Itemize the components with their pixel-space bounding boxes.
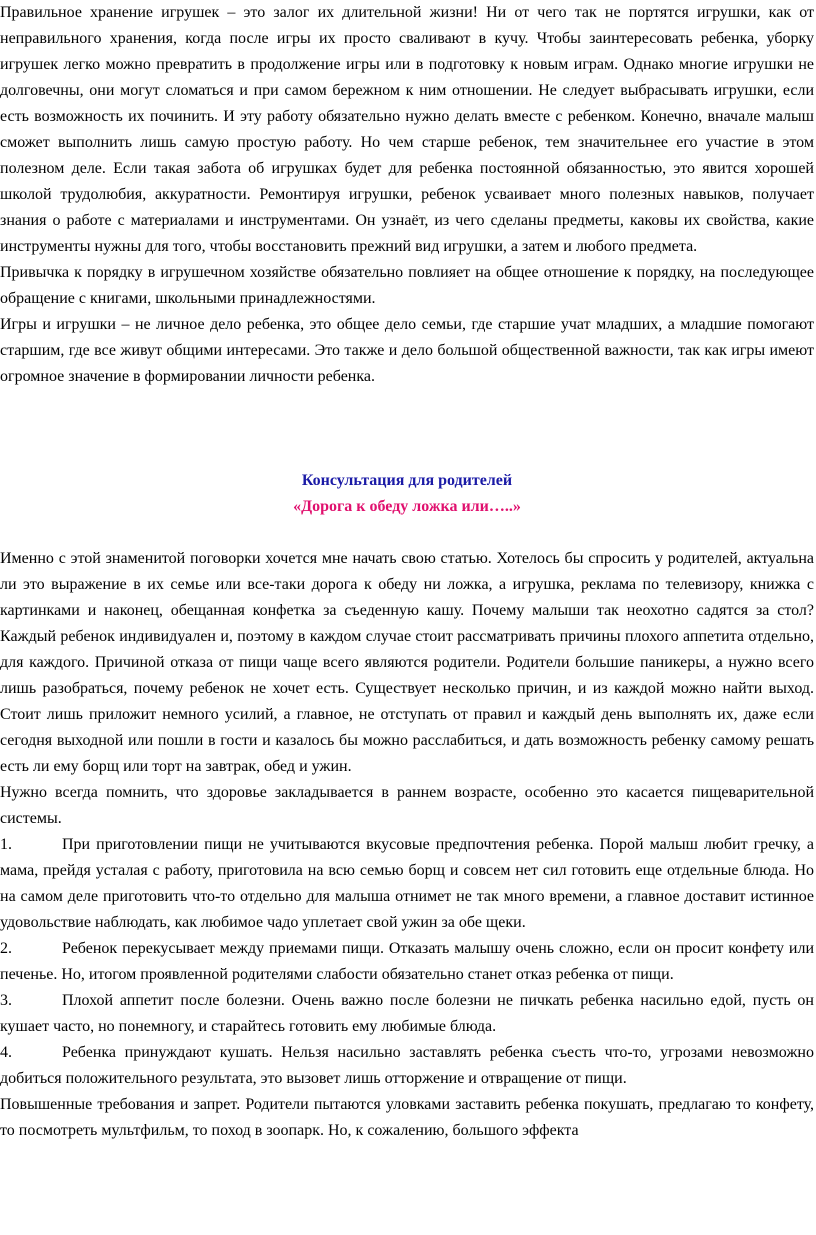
- consultation-subtitle: «Дорога к обеду ложка или…..»: [293, 498, 521, 515]
- section-gap: [0, 390, 814, 468]
- list-item-text: Ребенок перекусывает между приемами пищи. Отказать малышу очень сложно, если он просит конфету или печенье. Но, итогом проявленной родителями слабости обязательно станет отказ ребенка от пищи.: [0, 940, 814, 983]
- intro-paragraph-3: Игры и игрушки – не личное дело ребенка, это общее дело семьи, где старшие учат младших, а младшие помогают старшим, где все живут общими интересами. Это также и дело большой общественной важности, так как игры имеют огромное значение в формировании личности ребенка.: [0, 316, 814, 385]
- closing-paragraph: Повышенные требования и запрет. Родители пытаются уловками заставить ребенка покушать, предлагаю то конфету, то посмотреть мультфильм, то поход в зоопарк. Но, к сожалению, большого эффекта: [0, 1096, 814, 1139]
- list-item: [0, 1040, 814, 1092]
- intro-paragraph-2: Привычка к порядку в игрушечном хозяйстве обязательно повлияет на общее отношение к порядку, на последующее обращение с книгами, школьными принадлежностями.: [0, 264, 814, 307]
- list-item: [0, 832, 814, 936]
- list-item-text: Ребенка принуждают кушать. Нельзя насильно заставлять ребенка съесть что-то, угрозами невозможно добиться положительного результата, это вызовет лишь отторжение и отвращение от пищи.: [0, 1044, 814, 1087]
- list-item-number: 1.: [0, 836, 12, 853]
- list-item-text: Плохой аппетит после болезни. Очень важно после болезни не пичкать ребенка насильно едой, пусть он кушает часто, но понемногу, и старайтесь готовить ему любимые блюда.: [0, 992, 814, 1035]
- body-paragraph-2: Нужно всегда помнить, что здоровье закладывается в раннем возрасте, особенно это касается пищеварительной системы.: [0, 784, 814, 827]
- list-item-number: 3.: [0, 992, 12, 1009]
- intro-paragraph-1: Правильное хранение игрушек – это залог их длительной жизни! Ни от чего так не портятся игрушки, как от неправильного хранения, когда после игры их просто сваливают в кучу. Чтобы заинтересовать ребенка, уборку игрушек легко можно превратить в продолжение игры или в подготовку к новым играм. Однако многие игрушки не долговечны, они могут сломаться и при самом бережном к ним отношении. Не следует выбрасывать игрушки, если есть возможность их починить. И эту работу обязательно нужно делать вместе с ребенком. Конечно, вначале малыш сможет выполнить лишь самую простую работу. Но чем старше ребенок, тем значительнее его участие в этом полезном деле. Если такая забота об игрушках будет для ребенка постоянной обязанностью, это явится хорошей школой трудолюбия, аккуратности. Ремонтируя игрушки, ребенок усваивает много полезных навыков, получает знания о работе с материалами и инструментами. Он узнаёт, из чего сделаны предметы, каковы их свойства, какие инструменты нужны для того, чтобы восстановить прежний вид игрушки, а затем и любого предмета.: [0, 4, 814, 255]
- list-item-number: 2.: [0, 940, 12, 957]
- list-item-text: При приготовлении пищи не учитываются вкусовые предпочтения ребенка. Порой малыш любит гречку, а мама, прейдя усталая с работу, приготовила на всю семью борщ и совсем нет сил готовить еще отдельные блюда. Но на самом деле приготовить что-то отдельно для малыша отнимет не так много времени, а главное доставит истинное удовольствие наблюдать, как любимое чадо уплетает свой ужин за обе щеки.: [0, 836, 814, 931]
- list-item-number: 4.: [0, 1044, 12, 1061]
- list-item: [0, 936, 814, 988]
- body-paragraph-1: Именно с этой знаменитой поговорки хочется мне начать свою статью. Хотелось бы спросить у родителей, актуальна ли это выражение в их семье или все-таки дорога к обеду ни ложка, а игрушка, реклама по телевизору, книжка с картинками и наконец, обещанная конфетка за съеденную кашу. Почему малыши так неохотно садятся за стол? Каждый ребенок индивидуален и, поэтому в каждом случае стоит рассматривать причины плохого аппетита отдельно, для каждого. Причиной отказа от пищи чаще всего являются родители. Родители большие паникеры, а нужно всего лишь разобраться, почему ребенок не хочет есть. Существует несколько причин, и из каждой можно найти выход. Стоит лишь приложит немного усилий, а главное, не отступать от правил и каждый день выполнять их, даже если сегодня выходной или пошли в гости и казалось бы можно расслабиться, и дать возможность ребенку самому решать есть ли ему борщ или торт на завтрак, обед и ужин.: [0, 550, 814, 775]
- consultation-heading: Консультация для родителей: [301, 472, 513, 489]
- list-item: [0, 988, 814, 1040]
